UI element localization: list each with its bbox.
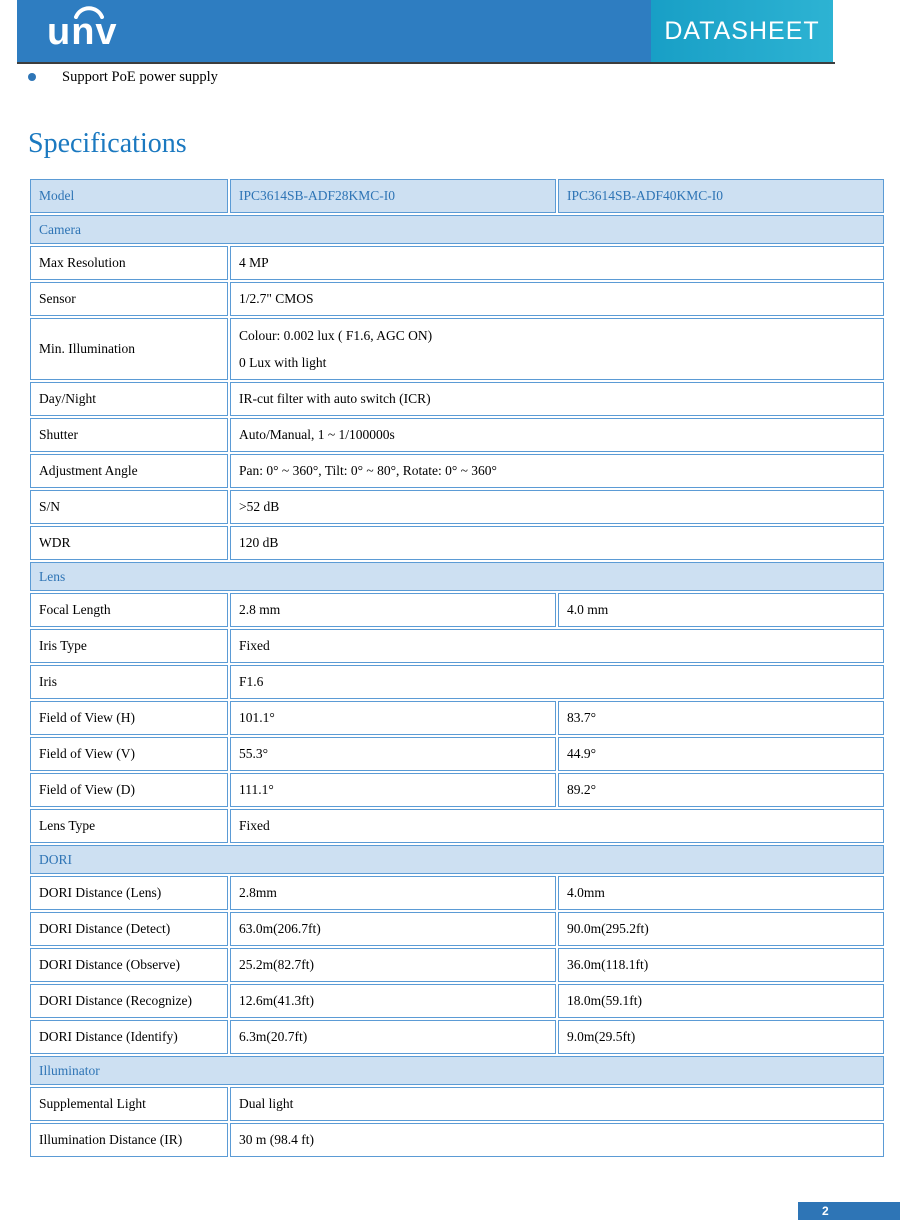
spec-label: WDR bbox=[30, 526, 228, 560]
spec-value: >52 dB bbox=[230, 490, 884, 524]
page-number: 2 bbox=[822, 1204, 829, 1218]
spec-value-2: 83.7° bbox=[558, 701, 884, 735]
header-bar bbox=[17, 0, 833, 62]
spec-label: DORI Distance (Recognize) bbox=[30, 984, 228, 1018]
spec-label: Field of View (H) bbox=[30, 701, 228, 735]
spec-row bbox=[30, 526, 884, 560]
spec-label: DORI Distance (Detect) bbox=[30, 912, 228, 946]
model-value-2: IPC3614SB-ADF40KMC-I0 bbox=[558, 179, 884, 213]
spec-value-1: 63.0m(206.7ft) bbox=[230, 912, 556, 946]
spec-value-1: 12.6m(41.3ft) bbox=[230, 984, 556, 1018]
page-number-badge bbox=[798, 1202, 900, 1220]
spec-value-line: 0 Lux with light bbox=[239, 355, 327, 370]
spec-label: Shutter bbox=[30, 418, 228, 452]
unv-logo bbox=[47, 10, 157, 58]
spec-row bbox=[30, 665, 884, 699]
unv-logo-text: unv bbox=[47, 11, 118, 53]
spec-label: Min. Illumination bbox=[30, 318, 228, 380]
spec-label: Field of View (D) bbox=[30, 773, 228, 807]
specifications-table bbox=[28, 177, 834, 1159]
spec-label: Illumination Distance (IR) bbox=[30, 1123, 228, 1157]
spec-value-2: 9.0m(29.5ft) bbox=[558, 1020, 884, 1054]
section-row-camera bbox=[30, 215, 884, 244]
spec-row bbox=[30, 948, 884, 982]
spec-row bbox=[30, 282, 884, 316]
spec-value: 30 m (98.4 ft) bbox=[230, 1123, 884, 1157]
spec-value-2: 90.0m(295.2ft) bbox=[558, 912, 884, 946]
spec-value-2: 18.0m(59.1ft) bbox=[558, 984, 884, 1018]
spec-label: Sensor bbox=[30, 282, 228, 316]
datasheet-banner-label: DATASHEET bbox=[664, 16, 820, 45]
spec-value: 1/2.7" CMOS bbox=[230, 282, 884, 316]
spec-label: Focal Length bbox=[30, 593, 228, 627]
spec-row bbox=[30, 454, 884, 488]
spec-value-2: 36.0m(118.1ft) bbox=[558, 948, 884, 982]
spec-value-1: 111.1° bbox=[230, 773, 556, 807]
section-label: Lens bbox=[30, 562, 884, 591]
spec-row bbox=[30, 809, 884, 843]
spec-value-2: 4.0 mm bbox=[558, 593, 884, 627]
spec-value: 120 dB bbox=[230, 526, 884, 560]
spec-value-2: 44.9° bbox=[558, 737, 884, 771]
spec-row bbox=[30, 984, 884, 1018]
spec-label: DORI Distance (Lens) bbox=[30, 876, 228, 910]
spec-row bbox=[30, 1087, 884, 1121]
spec-label: Max Resolution bbox=[30, 246, 228, 280]
spec-label: Iris bbox=[30, 665, 228, 699]
model-value-1: IPC3614SB-ADF28KMC-I0 bbox=[230, 179, 556, 213]
datasheet-banner bbox=[651, 0, 833, 62]
spec-value-2: 4.0mm bbox=[558, 876, 884, 910]
section-row-illuminator bbox=[30, 1056, 884, 1085]
bullet-icon bbox=[28, 73, 36, 81]
section-label: Illuminator bbox=[30, 1056, 884, 1085]
spec-row bbox=[30, 701, 884, 735]
spec-label: DORI Distance (Observe) bbox=[30, 948, 228, 982]
spec-label: Iris Type bbox=[30, 629, 228, 663]
spec-label: S/N bbox=[30, 490, 228, 524]
spec-row bbox=[30, 490, 884, 524]
spec-row bbox=[30, 876, 884, 910]
section-row-dori bbox=[30, 845, 884, 874]
feature-bullet-item bbox=[28, 68, 218, 86]
spec-row bbox=[30, 629, 884, 663]
section-label: DORI bbox=[30, 845, 884, 874]
spec-value bbox=[230, 318, 884, 380]
spec-row bbox=[30, 593, 884, 627]
spec-label: Supplemental Light bbox=[30, 1087, 228, 1121]
page-title: Specifications bbox=[28, 128, 187, 159]
spec-value-1: 2.8mm bbox=[230, 876, 556, 910]
section-row-lens bbox=[30, 562, 884, 591]
spec-row bbox=[30, 773, 884, 807]
spec-value: 4 MP bbox=[230, 246, 884, 280]
spec-row bbox=[30, 737, 884, 771]
spec-value-1: 55.3° bbox=[230, 737, 556, 771]
spec-row bbox=[30, 1020, 884, 1054]
spec-row bbox=[30, 382, 884, 416]
spec-value-1: 6.3m(20.7ft) bbox=[230, 1020, 556, 1054]
spec-value: Fixed bbox=[230, 629, 884, 663]
spec-value-line: Colour: 0.002 lux ( F1.6, AGC ON) bbox=[239, 328, 433, 343]
spec-value-2: 89.2° bbox=[558, 773, 884, 807]
spec-value-1: 2.8 mm bbox=[230, 593, 556, 627]
spec-value: Dual light bbox=[230, 1087, 884, 1121]
spec-label: Field of View (V) bbox=[30, 737, 228, 771]
spec-value: IR-cut filter with auto switch (ICR) bbox=[230, 382, 884, 416]
spec-label: DORI Distance (Identify) bbox=[30, 1020, 228, 1054]
spec-row bbox=[30, 1123, 884, 1157]
spec-row bbox=[30, 179, 884, 213]
spec-table-body bbox=[30, 179, 884, 1157]
logo-caret-icon bbox=[73, 4, 105, 19]
spec-label: Adjustment Angle bbox=[30, 454, 228, 488]
spec-value: Fixed bbox=[230, 809, 884, 843]
section-label: Camera bbox=[30, 215, 884, 244]
model-row-label: Model bbox=[30, 179, 228, 213]
spec-row bbox=[30, 912, 884, 946]
spec-value-1: 25.2m(82.7ft) bbox=[230, 948, 556, 982]
spec-row bbox=[30, 418, 884, 452]
header-divider bbox=[17, 62, 835, 64]
spec-value: F1.6 bbox=[230, 665, 884, 699]
spec-value: Pan: 0° ~ 360°, Tilt: 0° ~ 80°, Rotate: 0° ~ 360° bbox=[230, 454, 884, 488]
spec-row bbox=[30, 318, 884, 380]
spec-label: Lens Type bbox=[30, 809, 228, 843]
spec-row bbox=[30, 246, 884, 280]
spec-value: Auto/Manual, 1 ~ 1/100000s bbox=[230, 418, 884, 452]
spec-label: Day/Night bbox=[30, 382, 228, 416]
feature-bullet-text: Support PoE power supply bbox=[62, 68, 218, 85]
spec-value-1: 101.1° bbox=[230, 701, 556, 735]
